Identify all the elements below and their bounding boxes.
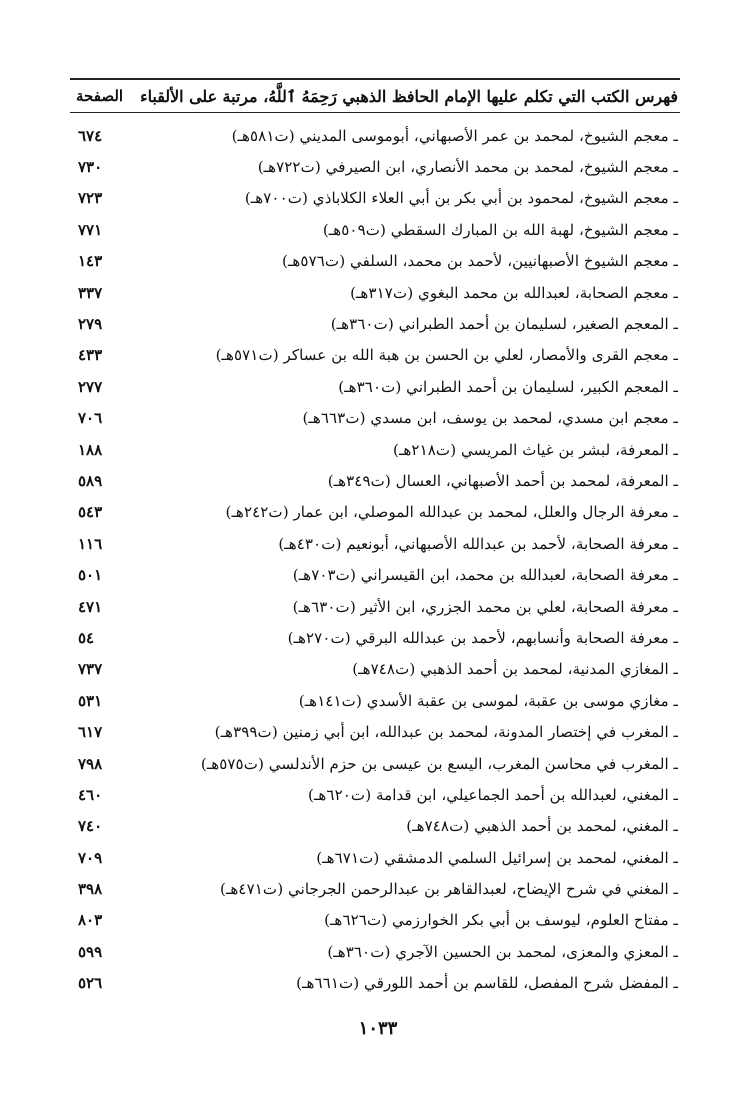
- entry-page-number: ٧٣٧: [78, 660, 103, 679]
- index-entry: [70, 465, 680, 496]
- entry-title: ـ معجم القرى والأمصار، لعلي بن الحسن بن هبة الله بن عساكر (ت٥٧١هـ): [215, 346, 678, 365]
- running-header: [70, 78, 680, 113]
- entry-title: ـ معجم الشيوخ، لمحمود بن أبي بكر بن أبي العلاء الكلاباذي (ت٧٠٠هـ): [244, 189, 678, 208]
- entry-page-number: ٦٧٤: [78, 126, 103, 145]
- index-entry: [70, 151, 680, 182]
- entry-title: ـ معرفة الرجال والعلل، لمحمد بن عبدالله الموصلي، ابن عمار (ت٢٤٢هـ): [225, 503, 678, 522]
- entry-title: ـ المغني، لمحمد بن أحمد الذهبي (ت٧٤٨هـ): [406, 817, 678, 836]
- entry-page-number: ٧٠٩: [78, 848, 103, 867]
- index-entry: [70, 842, 680, 873]
- page-number: ١٠٣٣: [358, 1018, 398, 1039]
- entry-page-number: ٤٣٣: [78, 346, 103, 365]
- index-page: [70, 78, 680, 1058]
- entry-title: ـ المعجم الكبير، لسليمان بن أحمد الطبراني (ت٣٦٠هـ): [338, 377, 678, 396]
- entry-page-number: ٥٢٦: [78, 974, 103, 993]
- entry-title: ـ معجم الشيوخ، لمحمد بن عمر الأصبهاني، أبوموسى المديني (ت٥٨١هـ): [231, 126, 678, 145]
- entry-title: ـ المعزي والمعزى، لمحمد بن الحسين الآجري (ت٣٦٠هـ): [327, 942, 678, 961]
- entry-title: ـ المغازي المدنية، لمحمد بن أحمد الذهبي (ت٧٤٨هـ): [352, 660, 678, 679]
- index-entry: [70, 497, 680, 528]
- index-entry: [70, 905, 680, 936]
- entry-page-number: ٥٩٩: [78, 942, 103, 961]
- entry-title: ـ معرفة الصحابة، لأحمد بن عبدالله الأصبهاني، أبونعيم (ت٤٣٠هـ): [278, 534, 678, 553]
- entry-title: ـ المعرفة، لبشر بن غياث المريسي (ت٢١٨هـ): [393, 440, 678, 459]
- entry-title: ـ معرفة الصحابة وأنسابهم، لأحمد بن عبدالله البرقي (ت٢٧٠هـ): [287, 628, 678, 647]
- entry-title: ـ معرفة الصحابة، لعبدالله بن محمد، ابن القيسراني (ت٧٠٣هـ): [292, 566, 678, 585]
- entry-title: ـ مغازي موسى بن عقبة، لموسى بن عقبة الأسدي (ت١٤١هـ): [298, 691, 678, 710]
- index-entry: [70, 277, 680, 308]
- entry-title: ـ معجم الشيوخ الأصبهانيين، لأحمد بن محمد، السلفي (ت٥٧٦هـ): [282, 252, 678, 271]
- entry-page-number: ٦١٧: [78, 723, 103, 742]
- index-entry: [70, 873, 680, 904]
- page-column-label: الصفحة: [76, 87, 124, 105]
- entry-page-number: ٥٨٩: [78, 471, 103, 490]
- index-entry: [70, 183, 680, 214]
- entry-title: ـ معجم الشيوخ، لمحمد بن محمد الأنصاري، ابن الصيرفي (ت٧٢٢هـ): [257, 158, 678, 177]
- entry-title: ـ معجم ابن مسدي، لمحمد بن يوسف، ابن مسدي (ت٦٦٣هـ): [302, 409, 678, 428]
- index-entry: [70, 748, 680, 779]
- index-entry: [70, 811, 680, 842]
- index-entry: [70, 936, 680, 967]
- entry-title: ـ معجم الصحابة، لعبدالله بن محمد البغوي (ت٣١٧هـ): [350, 283, 678, 302]
- index-entry: [70, 371, 680, 402]
- entry-page-number: ٥٠١: [78, 566, 103, 585]
- entry-page-number: ٥٣١: [78, 691, 103, 710]
- index-entry: [70, 308, 680, 339]
- entry-page-number: ١١٦: [78, 534, 103, 553]
- entry-page-number: ٨٠٣: [78, 911, 103, 930]
- entry-page-number: ٢٧٩: [78, 315, 103, 334]
- index-entry: [70, 403, 680, 434]
- entry-page-number: ١٨٨: [78, 440, 103, 459]
- entry-title: ـ المعجم الصغير، لسليمان بن أحمد الطبراني (ت٣٦٠هـ): [330, 315, 678, 334]
- index-entry: [70, 434, 680, 465]
- entry-page-number: ٥٤٣: [78, 503, 103, 522]
- entry-page-number: ٤٧١: [78, 597, 103, 616]
- index-entry: [70, 120, 680, 151]
- index-entry: [70, 779, 680, 810]
- entry-title: ـ معرفة الصحابة، لعلي بن محمد الجزري، ابن الأثير (ت٦٣٠هـ): [292, 597, 678, 616]
- index-entry: [70, 716, 680, 747]
- entry-page-number: ٧٢٣: [78, 189, 103, 208]
- index-entry: [70, 968, 680, 999]
- entry-page-number: ٣٣٧: [78, 283, 103, 302]
- entry-title: ـ المغرب في إختصار المدونة، لمحمد بن عبدالله، ابن أبي زمنين (ت٣٩٩هـ): [214, 723, 678, 742]
- entry-page-number: ٢٧٧: [78, 377, 103, 396]
- index-entry: [70, 591, 680, 622]
- entry-title: ـ المغني، لمحمد بن إسرائيل السلمي الدمشقي (ت٦٧١هـ): [316, 848, 678, 867]
- entry-title: ـ المغرب في محاسن المغرب، اليسع بن عيسى بن حزم الأندلسي (ت٥٧٥هـ): [200, 754, 678, 773]
- entry-page-number: ٤٦٠: [78, 785, 103, 804]
- entry-title: ـ المغني في شرح الإيضاح، لعبدالقاهر بن عبدالرحمن الجرجاني (ت٤٧١هـ): [220, 880, 678, 899]
- index-entry: [70, 340, 680, 371]
- entry-title: ـ المعرفة، لمحمد بن أحمد الأصبهاني، العسال (ت٣٤٩هـ): [327, 471, 678, 490]
- index-entries: [70, 120, 680, 999]
- entry-title: ـ مفتاح العلوم، ليوسف بن أبي بكر الخوارزمي (ت٦٢٦هـ): [324, 911, 678, 930]
- index-entry: [70, 246, 680, 277]
- index-entry: [70, 214, 680, 245]
- entry-page-number: ٧٠٦: [78, 409, 103, 428]
- entry-title: ـ المغني، لعبدالله بن أحمد الجماعيلي، ابن قدامة (ت٦٢٠هـ): [308, 785, 678, 804]
- entry-page-number: ٧٩٨: [78, 754, 103, 773]
- index-entry: [70, 654, 680, 685]
- header-title: فهرس الكتب التي تكلم عليها الإمام الحافظ الذهبي رَحِمَهُ ٱللَّهُ، مرتبة على الألقباء: [140, 86, 678, 106]
- entry-page-number: ٧٤٠: [78, 817, 103, 836]
- index-entry: [70, 559, 680, 590]
- entry-page-number: ٧٣٠: [78, 158, 103, 177]
- index-entry: [70, 685, 680, 716]
- entry-page-number: ٣٩٨: [78, 880, 103, 899]
- entry-page-number: ١٤٣: [78, 252, 103, 271]
- entry-title: ـ معجم الشيوخ، لهبة الله بن المبارك السقطي (ت٥٠٩هـ): [322, 220, 678, 239]
- index-entry: [70, 622, 680, 653]
- index-entry: [70, 528, 680, 559]
- entry-title: ـ المفضل شرح المفصل، للقاسم بن أحمد اللورقي (ت٦٦١هـ): [296, 974, 678, 993]
- entry-page-number: ٧٧١: [78, 220, 103, 239]
- entry-page-number: ٥٤: [78, 628, 95, 647]
